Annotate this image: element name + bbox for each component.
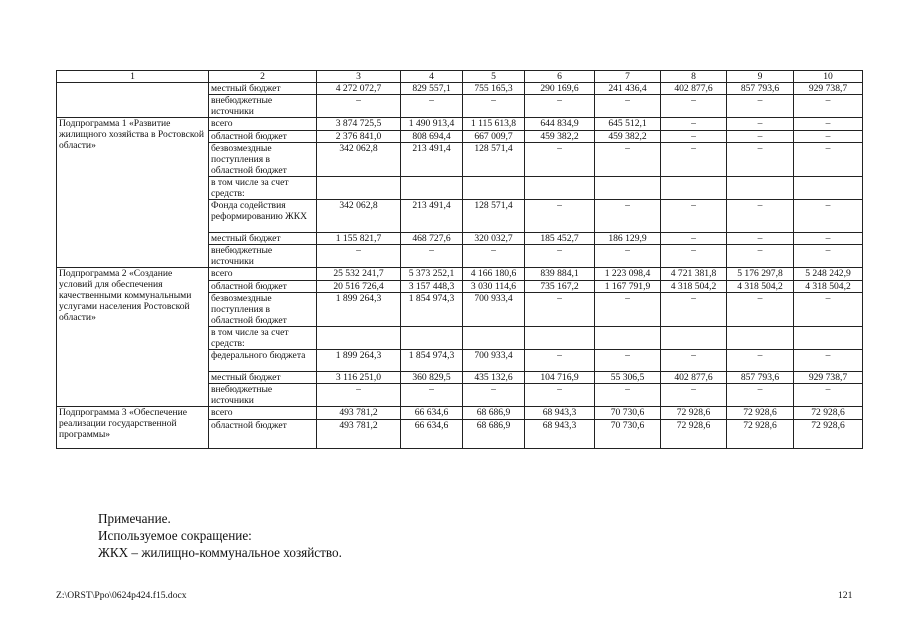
funding-source-cell: местный бюджет — [209, 233, 317, 245]
amount-cell: 645 512,1 — [595, 118, 661, 131]
amount-cell: 3 030 114,6 — [463, 281, 525, 293]
amount-cell: – — [794, 131, 863, 143]
header-cell: 4 — [401, 71, 463, 83]
amount-cell: 857 793,6 — [727, 372, 794, 384]
amount-cell: – — [661, 350, 727, 372]
amount-cell — [661, 177, 727, 200]
header-cell: 6 — [525, 71, 595, 83]
amount-cell: 459 382,2 — [595, 131, 661, 143]
amount-cell: 644 834,9 — [525, 118, 595, 131]
amount-cell: 128 571,4 — [463, 200, 525, 233]
table-row — [57, 118, 863, 131]
amount-cell: 435 132,6 — [463, 372, 525, 384]
funding-source-cell: федерального бюджета — [209, 350, 317, 372]
amount-cell: 4 721 381,8 — [661, 268, 727, 281]
note-abbreviation-text: ЖКХ – жилищно-коммунальное хозяйство. — [98, 545, 342, 560]
amount-cell: – — [727, 143, 794, 177]
amount-cell — [595, 177, 661, 200]
amount-cell: – — [794, 118, 863, 131]
amount-cell: 857 793,6 — [727, 83, 794, 95]
header-cell: 2 — [209, 71, 317, 83]
amount-cell: – — [595, 350, 661, 372]
amount-cell: 342 062,8 — [317, 143, 401, 177]
subprogram-name-cell — [57, 83, 209, 118]
amount-cell: 72 928,6 — [727, 407, 794, 420]
funding-source-cell: в том числе за счет средств: — [209, 327, 317, 350]
amount-cell: – — [595, 293, 661, 327]
amount-cell: 342 062,8 — [317, 200, 401, 233]
subprogram-name-cell: Подпрограмма 2 «Создание условий для обеспечения качественными коммунальными услугами населения Ростовской области» — [57, 268, 209, 407]
amount-cell: 185 452,7 — [525, 233, 595, 245]
header-cell: 7 — [595, 71, 661, 83]
amount-cell: – — [401, 384, 463, 407]
funding-source-cell: безвозмездные поступления в областной бюджет — [209, 293, 317, 327]
header-cell: 5 — [463, 71, 525, 83]
amount-cell: 829 557,1 — [401, 83, 463, 95]
amount-cell: – — [794, 233, 863, 245]
amount-cell — [525, 327, 595, 350]
amount-cell — [525, 177, 595, 200]
amount-cell: – — [401, 245, 463, 268]
amount-cell: 1 115 613,8 — [463, 118, 525, 131]
amount-cell: 4 318 504,2 — [727, 281, 794, 293]
header-cell: 10 — [794, 71, 863, 83]
amount-cell: 4 166 180,6 — [463, 268, 525, 281]
amount-cell: 1 854 974,3 — [401, 293, 463, 327]
note-block — [98, 510, 342, 561]
amount-cell: 1 899 264,3 — [317, 350, 401, 372]
table-row — [57, 407, 863, 420]
amount-cell: – — [661, 143, 727, 177]
amount-cell — [317, 327, 401, 350]
table-header-row — [57, 71, 863, 83]
amount-cell: 186 129,9 — [595, 233, 661, 245]
amount-cell: 360 829,5 — [401, 372, 463, 384]
header-cell: 1 — [57, 71, 209, 83]
amount-cell: 4 318 504,2 — [794, 281, 863, 293]
amount-cell: – — [794, 95, 863, 118]
amount-cell: – — [794, 143, 863, 177]
amount-cell: – — [463, 95, 525, 118]
header-cell: 8 — [661, 71, 727, 83]
amount-cell: 839 884,1 — [525, 268, 595, 281]
amount-cell: 3 874 725,5 — [317, 118, 401, 131]
amount-cell: 25 532 241,7 — [317, 268, 401, 281]
amount-cell — [317, 177, 401, 200]
amount-cell: 468 727,6 — [401, 233, 463, 245]
amount-cell: 2 376 841,0 — [317, 131, 401, 143]
amount-cell — [794, 327, 863, 350]
amount-cell: – — [401, 95, 463, 118]
amount-cell: 55 306,5 — [595, 372, 661, 384]
amount-cell: – — [525, 293, 595, 327]
amount-cell: – — [661, 245, 727, 268]
funding-source-cell: областной бюджет — [209, 131, 317, 143]
page-number: 121 — [838, 590, 853, 601]
amount-cell: 4 272 072,7 — [317, 83, 401, 95]
amount-cell: – — [595, 200, 661, 233]
amount-cell: 735 167,2 — [525, 281, 595, 293]
budget-table — [56, 70, 863, 449]
amount-cell: – — [317, 245, 401, 268]
amount-cell: – — [661, 293, 727, 327]
amount-cell: – — [317, 384, 401, 407]
amount-cell: – — [794, 293, 863, 327]
amount-cell: 5 248 242,9 — [794, 268, 863, 281]
amount-cell: 1 223 098,4 — [595, 268, 661, 281]
amount-cell: 290 169,6 — [525, 83, 595, 95]
funding-source-cell: областной бюджет — [209, 281, 317, 293]
amount-cell — [463, 327, 525, 350]
funding-source-cell: внебюджетные источники — [209, 95, 317, 118]
amount-cell: 68 943,3 — [525, 420, 595, 449]
amount-cell: 72 928,6 — [661, 420, 727, 449]
amount-cell: – — [727, 95, 794, 118]
amount-cell — [401, 177, 463, 200]
amount-cell — [401, 327, 463, 350]
amount-cell: – — [525, 384, 595, 407]
amount-cell: – — [727, 293, 794, 327]
amount-cell: – — [727, 245, 794, 268]
amount-cell: 66 634,6 — [401, 420, 463, 449]
amount-cell: 1 899 264,3 — [317, 293, 401, 327]
note-title: Примечание. — [98, 511, 171, 526]
amount-cell: 929 738,7 — [794, 83, 863, 95]
amount-cell: 1 155 821,7 — [317, 233, 401, 245]
amount-cell: – — [727, 350, 794, 372]
amount-cell: 667 009,7 — [463, 131, 525, 143]
header-cell: 9 — [727, 71, 794, 83]
amount-cell: 68 686,9 — [463, 420, 525, 449]
table-row — [57, 268, 863, 281]
amount-cell: 5 373 252,1 — [401, 268, 463, 281]
amount-cell: 104 716,9 — [525, 372, 595, 384]
amount-cell: – — [595, 95, 661, 118]
amount-cell: 459 382,2 — [525, 131, 595, 143]
funding-source-cell: безвозмездные поступления в областной бюджет — [209, 143, 317, 177]
amount-cell: – — [794, 350, 863, 372]
amount-cell: – — [525, 143, 595, 177]
amount-cell: 700 933,4 — [463, 293, 525, 327]
amount-cell: – — [595, 245, 661, 268]
amount-cell: – — [525, 200, 595, 233]
amount-cell: 70 730,6 — [595, 407, 661, 420]
amount-cell: 929 738,7 — [794, 372, 863, 384]
amount-cell: – — [794, 245, 863, 268]
amount-cell: 493 781,2 — [317, 420, 401, 449]
amount-cell: – — [794, 384, 863, 407]
amount-cell: 241 436,4 — [595, 83, 661, 95]
funding-source-cell: внебюджетные источники — [209, 245, 317, 268]
amount-cell: 3 116 251,0 — [317, 372, 401, 384]
amount-cell: 72 928,6 — [794, 407, 863, 420]
amount-cell: – — [661, 233, 727, 245]
amount-cell: 1 167 791,9 — [595, 281, 661, 293]
amount-cell: – — [525, 350, 595, 372]
amount-cell: 320 032,7 — [463, 233, 525, 245]
amount-cell: 755 165,3 — [463, 83, 525, 95]
amount-cell: 68 943,3 — [525, 407, 595, 420]
amount-cell — [661, 327, 727, 350]
amount-cell: 20 516 726,4 — [317, 281, 401, 293]
amount-cell: – — [727, 384, 794, 407]
funding-source-cell: внебюджетные источники — [209, 384, 317, 407]
funding-source-cell: всего — [209, 118, 317, 131]
amount-cell: – — [463, 245, 525, 268]
amount-cell: 68 686,9 — [463, 407, 525, 420]
amount-cell: 402 877,6 — [661, 372, 727, 384]
amount-cell: 1 854 974,3 — [401, 350, 463, 372]
amount-cell — [794, 177, 863, 200]
amount-cell: 66 634,6 — [401, 407, 463, 420]
amount-cell: – — [661, 200, 727, 233]
amount-cell: 128 571,4 — [463, 143, 525, 177]
footer-file-path: Z:\ORST\Ppo\0624p424.f15.docx — [56, 590, 187, 601]
amount-cell: 213 491,4 — [401, 200, 463, 233]
amount-cell: – — [463, 384, 525, 407]
subprogram-name-cell: Подпрограмма 1 «Развитие жилищного хозяйства в Ростовской области» — [57, 118, 209, 268]
amount-cell: – — [727, 131, 794, 143]
amount-cell: – — [661, 384, 727, 407]
amount-cell: 70 730,6 — [595, 420, 661, 449]
amount-cell: – — [317, 95, 401, 118]
amount-cell: 3 157 448,3 — [401, 281, 463, 293]
funding-source-cell: областной бюджет — [209, 420, 317, 449]
header-cell: 3 — [317, 71, 401, 83]
amount-cell: 5 176 297,8 — [727, 268, 794, 281]
amount-cell: – — [661, 95, 727, 118]
amount-cell: – — [661, 131, 727, 143]
amount-cell — [727, 177, 794, 200]
amount-cell — [727, 327, 794, 350]
amount-cell: 72 928,6 — [661, 407, 727, 420]
amount-cell: 493 781,2 — [317, 407, 401, 420]
amount-cell — [595, 327, 661, 350]
amount-cell: 4 318 504,2 — [661, 281, 727, 293]
amount-cell: 700 933,4 — [463, 350, 525, 372]
amount-cell: – — [661, 118, 727, 131]
funding-source-cell: всего — [209, 268, 317, 281]
amount-cell: 1 490 913,4 — [401, 118, 463, 131]
amount-cell: 72 928,6 — [727, 420, 794, 449]
subprogram-name-cell: Подпрограмма 3 «Обеспечение реализации государственной программы» — [57, 407, 209, 449]
funding-source-cell: местный бюджет — [209, 83, 317, 95]
funding-source-cell: Фонда содействия реформированию ЖКХ — [209, 200, 317, 233]
note-abbreviation-heading: Используемое сокращение: — [98, 528, 252, 543]
funding-source-cell: местный бюджет — [209, 372, 317, 384]
amount-cell: 72 928,6 — [794, 420, 863, 449]
amount-cell: 808 694,4 — [401, 131, 463, 143]
amount-cell: – — [525, 95, 595, 118]
amount-cell: 402 877,6 — [661, 83, 727, 95]
amount-cell: – — [727, 200, 794, 233]
amount-cell: – — [595, 384, 661, 407]
table-row — [57, 83, 863, 95]
table-body — [57, 83, 863, 449]
amount-cell: 213 491,4 — [401, 143, 463, 177]
amount-cell — [463, 177, 525, 200]
amount-cell: – — [727, 118, 794, 131]
funding-source-cell: в том числе за счет средств: — [209, 177, 317, 200]
amount-cell: – — [525, 245, 595, 268]
amount-cell: – — [595, 143, 661, 177]
funding-source-cell: всего — [209, 407, 317, 420]
amount-cell: – — [794, 200, 863, 233]
amount-cell: – — [727, 233, 794, 245]
